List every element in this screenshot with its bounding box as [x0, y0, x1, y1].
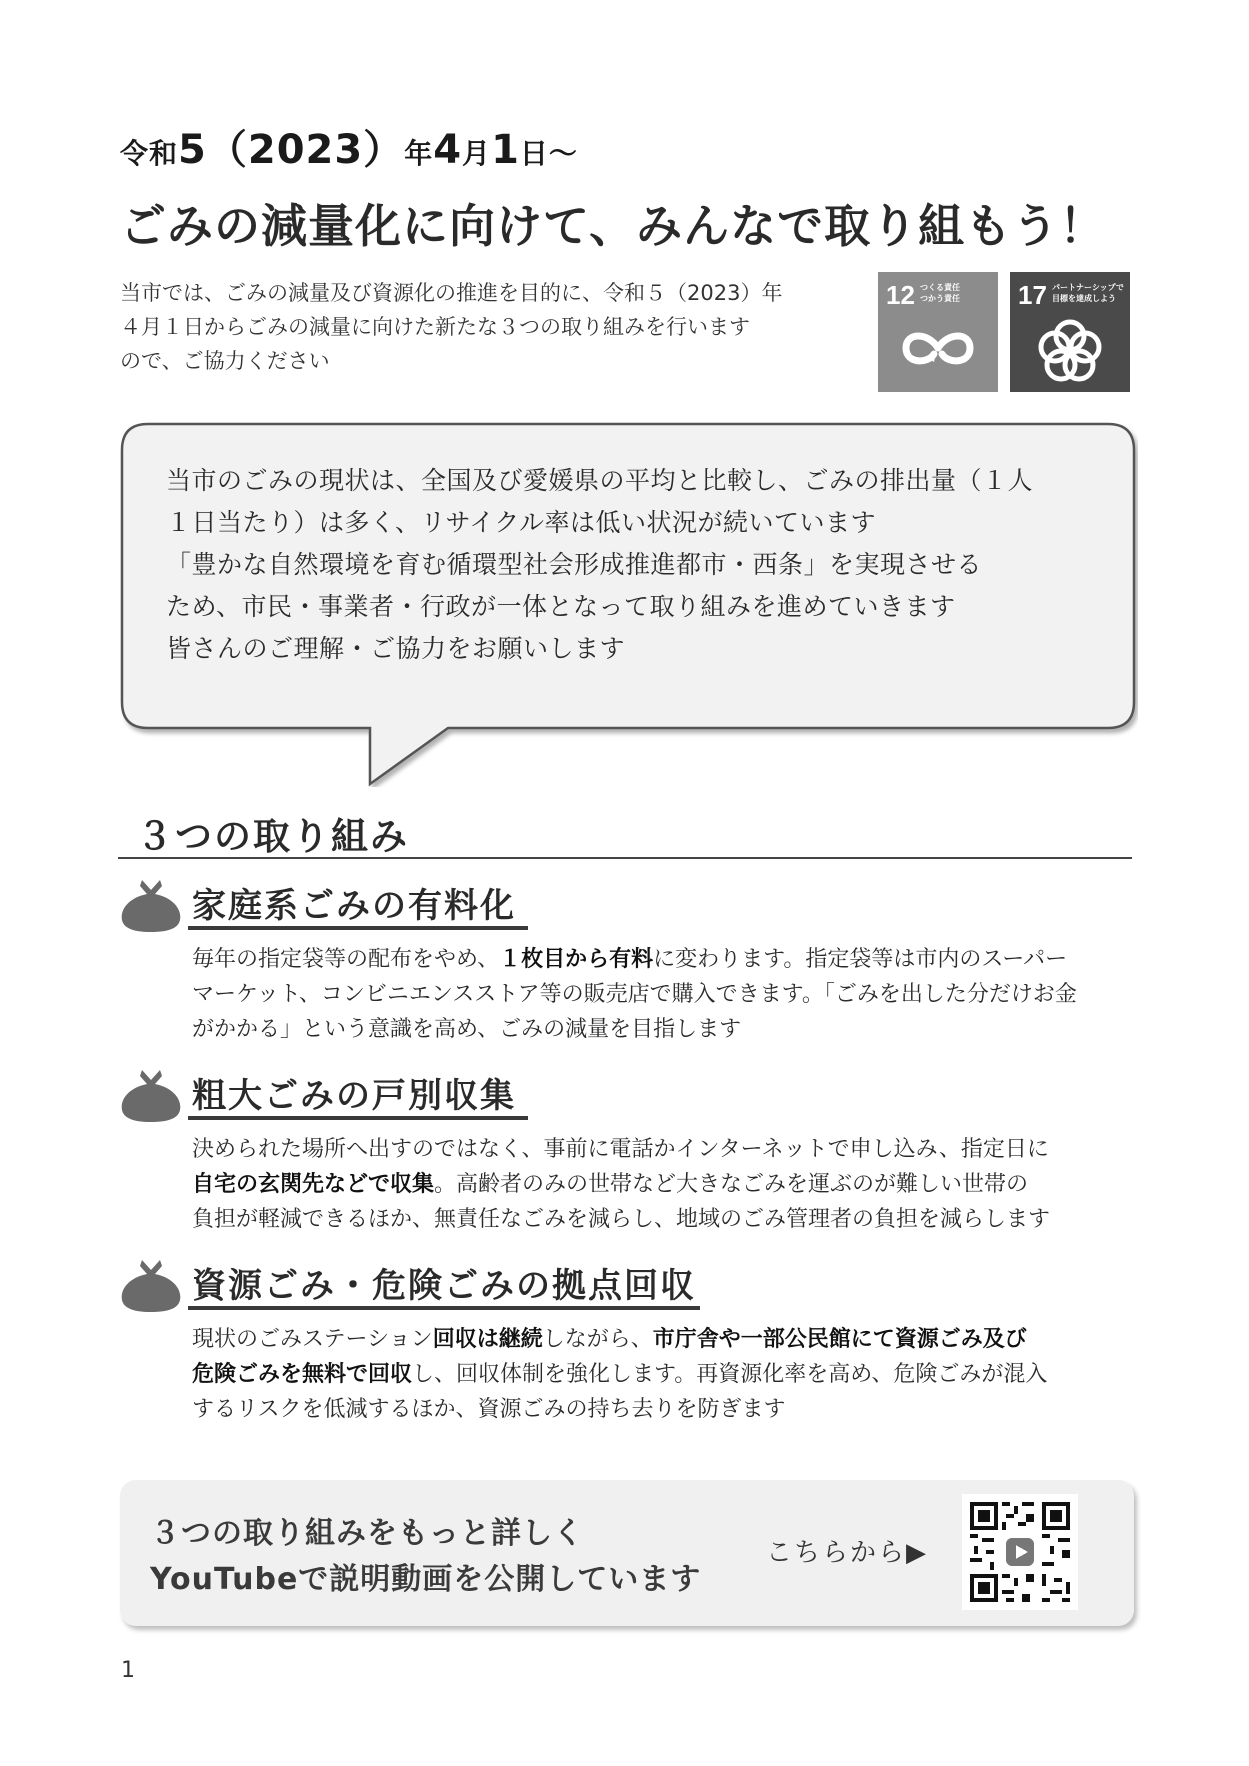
body-emphasis: １枚目から有料 [499, 947, 654, 972]
body-text: 。高齢者のみの世帯など大きなごみを運ぶのが難しい世帯の [434, 1172, 1029, 1197]
initiative-underline [188, 1306, 700, 1310]
body-text: しながら、 [542, 1327, 653, 1352]
qr-code-icon[interactable] [962, 1494, 1078, 1610]
intro-paragraph [120, 276, 850, 378]
body-text: し、回収体制を強化します。再資源化率を高め、危険ごみが混入 [412, 1362, 1048, 1387]
body-text: 毎年の指定袋等の配布をやめ、 [192, 947, 500, 972]
initiative-underline [188, 1116, 528, 1120]
section-heading: ３つの取り組み [136, 815, 409, 858]
bubble-line: 皆さんのご理解・ご協力をお願いします [166, 634, 626, 663]
initiative-title: 家庭系ごみの有料化 [192, 886, 516, 926]
bubble-line: ため、市民・事業者・行政が一体となって取り組みを進めていきます [166, 592, 956, 621]
date-year-unit: 年 [404, 137, 434, 170]
body-emphasis: 回収は継続 [432, 1327, 543, 1352]
youtube-link[interactable]: こちらから▶ [766, 1538, 928, 1568]
sdg-number: 12 [886, 280, 915, 310]
garbage-bag-icon [118, 1256, 184, 1314]
sdg-17-badge [1010, 272, 1130, 392]
date-day: 1 [491, 127, 520, 173]
body-emphasis: 危険ごみを無料で回収 [192, 1362, 413, 1387]
date-prefix: 令和 [120, 137, 179, 170]
section-divider [118, 857, 1132, 859]
initiative-body [192, 942, 1142, 1047]
garbage-bag-icon [118, 876, 184, 934]
bubble-text [166, 460, 1116, 670]
sdg-caption: パートナーシップで 目標を達成しよう [1052, 283, 1124, 303]
body-line [192, 1357, 1142, 1392]
date-month: 4 [433, 127, 463, 173]
bubble-line: 「豊かな自然環境を育む循環型社会形成推進都市・西条」を実現させる [166, 550, 983, 579]
body-line: がかかる」という意識を高め、ごみの減量を目指します [192, 1017, 742, 1042]
garbage-bag-icon [118, 1066, 184, 1124]
sdg-caption: つくる責任 つかう責任 [920, 283, 960, 303]
initiative-title: 資源ごみ・危険ごみの拠点回収 [192, 1266, 696, 1306]
body-line [192, 1322, 1142, 1357]
date-heading [120, 118, 578, 175]
page-number: 1 [121, 1658, 135, 1683]
date-western-year: （2023） [206, 127, 405, 173]
body-emphasis: 自宅の玄関先などで収集 [192, 1172, 435, 1197]
body-line [192, 1167, 1142, 1202]
infinity-loop-icon [898, 318, 978, 378]
flower-rings-icon [1030, 318, 1110, 384]
body-line: 決められた場所へ出すのではなく、事前に電話かインターネットで申し込み、指定日に [192, 1137, 1049, 1162]
body-line [192, 942, 1142, 977]
body-line: するリスクを低減するほか、資源ごみの持ち去りを防ぎます [192, 1397, 786, 1422]
body-text: に変わります。指定袋等は市内のスーパー [653, 947, 1068, 972]
date-suffix: 日～ [519, 137, 578, 170]
body-emphasis: 市庁舎や一部公民館にて資源ごみ及び [652, 1327, 1027, 1352]
date-era-year: 5 [178, 127, 207, 173]
intro-line: ４月１日からごみの減量に向けた新たな３つの取り組みを行います [120, 315, 750, 339]
body-text: 現状のごみステーション [192, 1327, 433, 1352]
cta-line-1: ３つの取り組みをもっと詳しく [150, 1516, 584, 1551]
initiative-body [192, 1132, 1142, 1237]
date-month-unit: 月 [462, 137, 492, 170]
cta-line-2: YouTubeで説明動画を公開しています [150, 1562, 702, 1597]
body-line: マーケット、コンビニエンスストア等の販売店で購入できます。「ごみを出した分だけお金 [192, 982, 1077, 1007]
initiative-title: 粗大ごみの戸別収集 [192, 1076, 516, 1116]
page-title: ごみの減量化に向けて、みんなで取り組もう！ [120, 199, 1107, 253]
initiative-body [192, 1322, 1142, 1427]
bubble-line: １日当たり）は多く、リサイクル率は低い状況が続いています [166, 508, 877, 537]
intro-line: ので、ご協力ください [120, 349, 330, 373]
bubble-line: 当市のごみの現状は、全国及び愛媛県の平均と比較し、ごみの排出量（１人 [166, 466, 1034, 495]
qr-code-graphic [962, 1494, 1078, 1610]
body-line: 負担が軽減できるほか、無責任なごみを減らし、地域のごみ管理者の負担を減らします [192, 1207, 1051, 1232]
sdg-12-badge [878, 272, 998, 392]
sdg-number: 17 [1018, 280, 1047, 310]
initiative-underline [188, 926, 528, 930]
intro-line: 当市では、ごみの減量及び資源化の推進を目的に、令和５（2023）年 [120, 281, 783, 305]
